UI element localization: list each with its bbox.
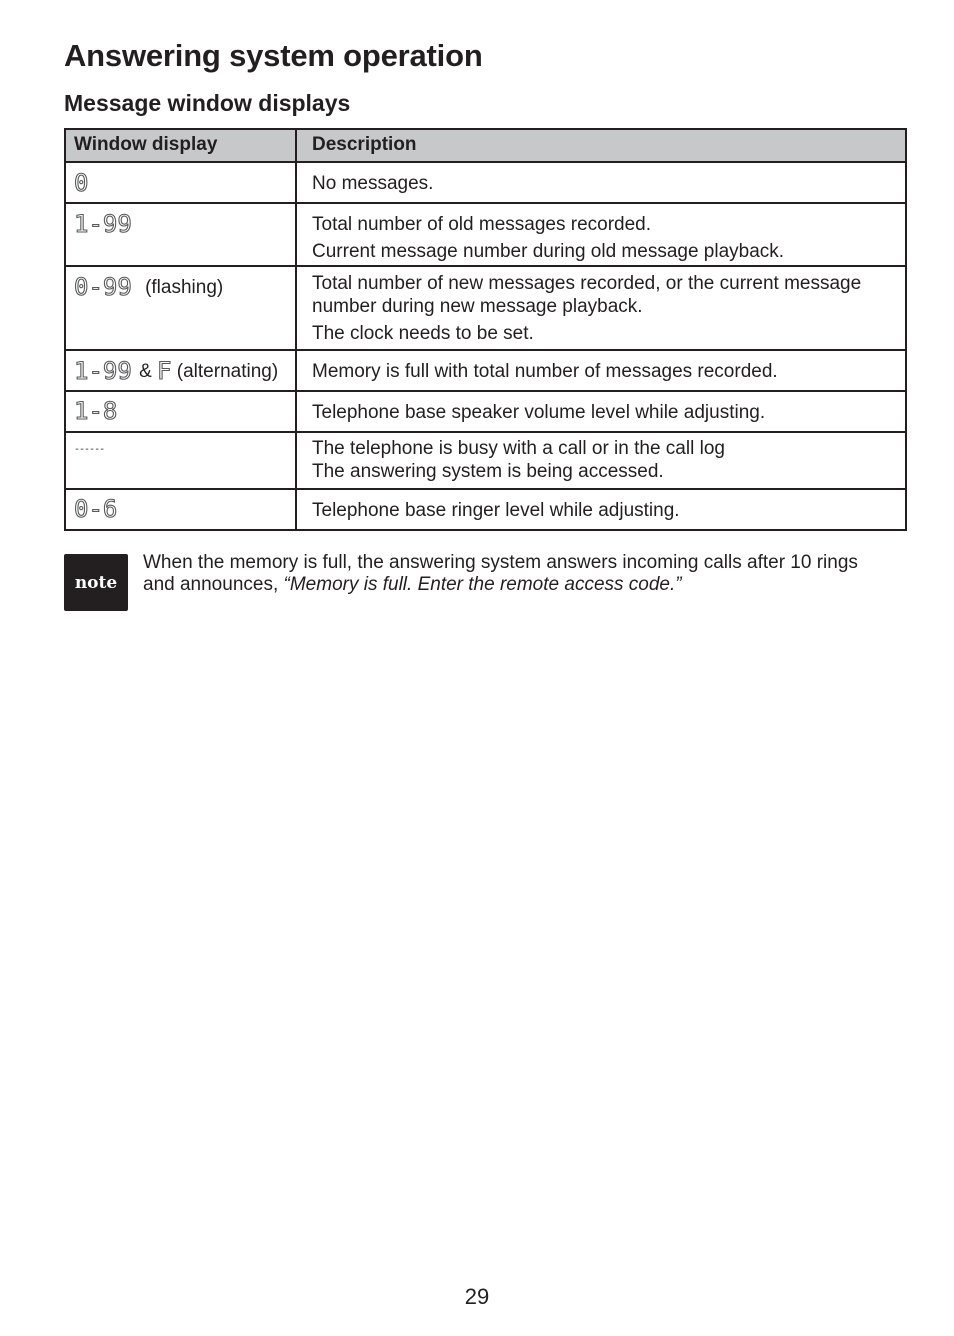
window-display-cell [65, 489, 296, 530]
table-row [65, 203, 906, 266]
lcd-display-value: 0 [74, 169, 89, 197]
table-row [65, 266, 906, 350]
lcd-display-value: 0-99 [74, 273, 132, 301]
table-row [65, 391, 906, 432]
description-cell [296, 203, 906, 266]
lcd-display-value: F [157, 357, 172, 385]
page-title: Answering system operation [64, 38, 483, 73]
description-line: Total number of old messages recorded. [312, 214, 652, 235]
description-line: No messages. [312, 173, 434, 194]
description-cell [296, 432, 906, 489]
note-body: When the memory is full, the answering system answers incoming calls after 10 rings and announces, [143, 552, 858, 595]
window-display-cell [65, 266, 296, 350]
lcd-display-value: 1-8 [74, 397, 118, 425]
note-quote: “Memory is full. Enter the remote access code.” [283, 574, 682, 595]
column-header-description: Description [296, 129, 906, 162]
display-qualifier: (alternating) [176, 361, 279, 382]
description-cell [296, 391, 906, 432]
lcd-display-value: 1-99 [74, 210, 132, 238]
window-display-cell [65, 203, 296, 266]
window-display-cell [65, 350, 296, 391]
note-icon: note [64, 554, 128, 611]
note-text [143, 552, 863, 596]
lcd-display-value: 0-6 [74, 495, 118, 523]
section-title: Message window displays [64, 90, 351, 116]
description-line: Memory is full with total number of messages recorded. [312, 361, 778, 382]
page-number: 29 [464, 1284, 490, 1309]
window-display-cell [65, 162, 296, 203]
lcd-display-value: 1-99 [74, 357, 132, 385]
column-header-window-display: Window display [65, 129, 296, 162]
message-window-displays-table [64, 128, 907, 531]
window-display-cell [65, 432, 296, 489]
description-cell [296, 266, 906, 350]
table-header-row [65, 129, 906, 162]
description-line: Telephone base speaker volume level while adjusting. [312, 402, 766, 423]
display-ampersand: & [139, 361, 152, 382]
description-line: Current message number during old message playback. [312, 241, 785, 262]
description-line: Telephone base ringer level while adjusting. [312, 500, 680, 521]
lcd-display-value: ------ [74, 444, 105, 455]
table-row [65, 162, 906, 203]
window-display-cell [65, 391, 296, 432]
description-cell [296, 162, 906, 203]
table-row [65, 489, 906, 530]
description-line: Total number of new messages recorded, or the current message number during new message playback. [312, 273, 862, 317]
table-row [65, 350, 906, 391]
description-line: The answering system is being accessed. [312, 461, 664, 482]
description-cell [296, 350, 906, 391]
display-qualifier: (flashing) [145, 277, 224, 298]
description-line: The telephone is busy with a call or in the call log [312, 438, 725, 459]
description-cell [296, 489, 906, 530]
table-row [65, 432, 906, 489]
description-line: The clock needs to be set. [312, 323, 534, 344]
